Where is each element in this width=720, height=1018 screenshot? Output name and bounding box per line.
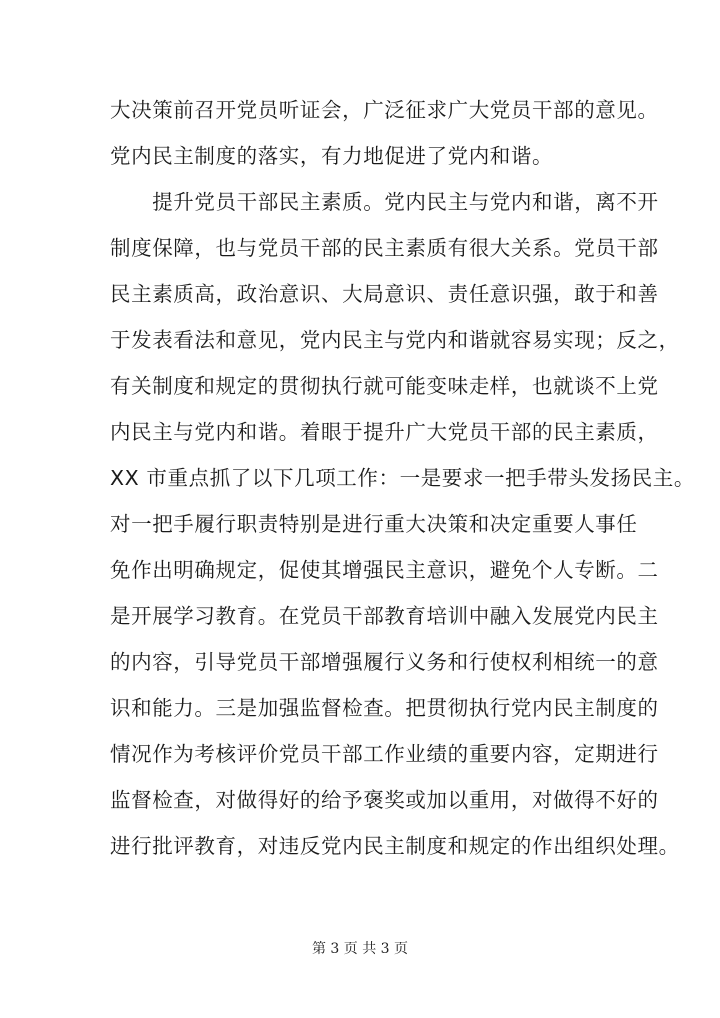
text-line: 提升党员干部民主素质。党内民主与党内和谐，离不开 xyxy=(110,190,659,214)
text-line: 内民主与党内和谐。着眼于提升广大党员干部的民主素质， xyxy=(110,420,659,444)
text-line: 党内民主制度的落实，有力地促进了党内和谐。 xyxy=(110,144,554,168)
text-line: XX 市重点抓了以下几项工作：一是要求一把手带头发扬民主。 xyxy=(110,466,696,490)
text-line: 进行批评教育，对违反党内民主制度和规定的作出组织处理。 xyxy=(110,834,680,858)
text-line: 大决策前召开党员听证会，广泛征求广大党员干部的意见。 xyxy=(110,98,659,122)
text-line: 于发表看法和意见，党内民主与党内和谐就容易实现；反之， xyxy=(110,328,680,352)
text-line: 识和能力。三是加强监督检查。把贯彻执行党内民主制度的 xyxy=(110,696,659,720)
text-line: 制度保障，也与党员干部的民主素质有很大关系。党员干部 xyxy=(110,236,659,260)
text-line: 免作出明确规定，促使其增强民主意识，避免个人专断。二 xyxy=(110,558,659,582)
text-line: 是开展学习教育。在党员干部教育培训中融入发展党内民主 xyxy=(110,604,659,628)
text-line: 对一把手履行职责特别是进行重大决策和决定重要人事任 xyxy=(110,512,638,536)
text-line: 有关制度和规定的贯彻执行就可能变味走样，也就谈不上党 xyxy=(110,374,659,398)
text-line: 监督检查，对做得好的给予褒奖或加以重用，对做得不好的 xyxy=(110,788,659,812)
page-number-footer: 第 3 页 共 3 页 xyxy=(311,941,409,957)
text-line: 情况作为考核评价党员干部工作业绩的重要内容，定期进行 xyxy=(110,742,659,766)
text-line: 的内容，引导党员干部增强履行义务和行使权利相统一的意 xyxy=(110,650,659,674)
text-line: 民主素质高，政治意识、大局意识、责任意识强，敢于和善 xyxy=(110,282,659,306)
